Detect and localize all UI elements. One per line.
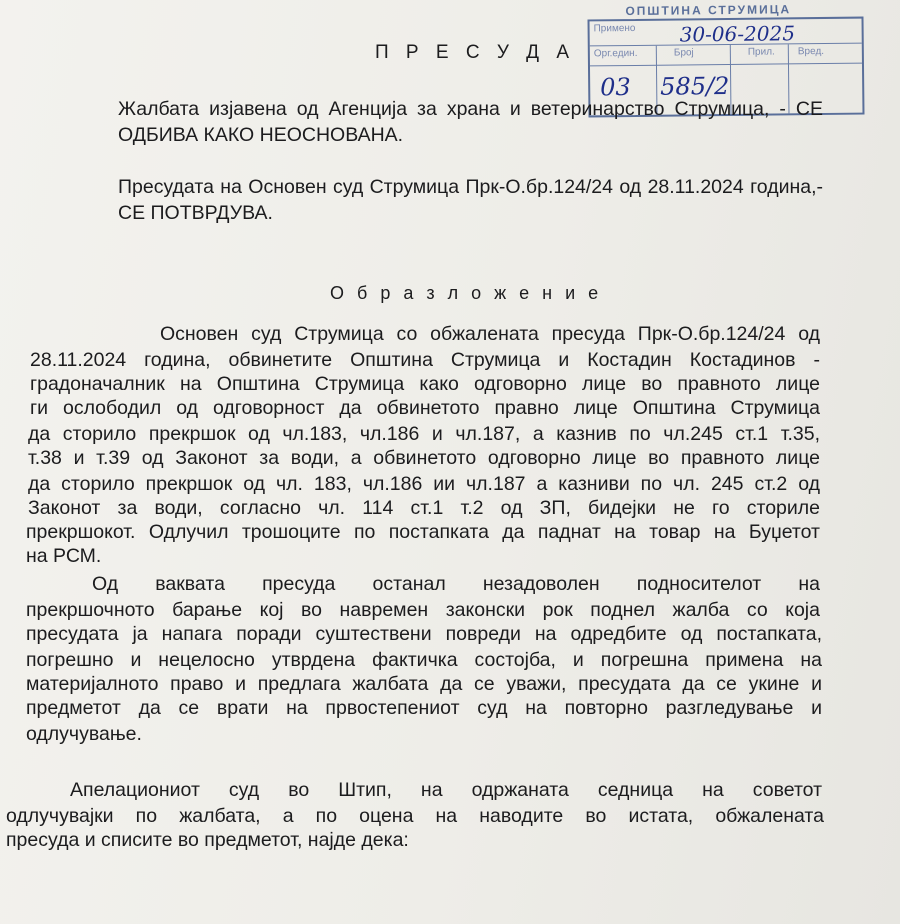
text-line: пресудата ја напага поради суштествени повреди на одредбите од постапката, [26, 623, 822, 645]
text-line: одлучување. [26, 723, 142, 745]
stamp-org-unit-label: Орг.един. [593, 47, 638, 60]
text-line: 28.11.2024 година, обвинетите Општина Струмица и Костадин Костадинов - [30, 349, 820, 371]
text-line: пресуда и списите во предметот, најде дека: [6, 829, 409, 851]
text-line: прекршочното барање кој во навремен законски рок поднел жалба со која [26, 599, 820, 621]
text-line: материјалното право и предлага жалбата да се уважи, пресудата да се укине и [26, 673, 822, 695]
text-line: погрешно и нецелосно утврдена фактичка состојба, и погрешна примена на [26, 649, 822, 671]
document-title: П Р Е С У Д А [375, 42, 576, 63]
stamp-divider [590, 63, 862, 67]
stamp-received-label: Примено [593, 22, 636, 35]
section-heading: О б р а з л о ж е н и е [330, 283, 603, 303]
stamp-header: ОПШТИНА СТРУМИЦА [625, 2, 792, 19]
text-line: ги ослободил од одговорност да обвинетото правно лице Општина Струмица [30, 397, 820, 419]
stamp-value-label: Вред. [797, 45, 825, 58]
stamp-number-value: 585/2 [660, 71, 730, 101]
stamp-received-date: 30-06-2025 [679, 21, 796, 47]
text-line: предметот да се врати на првостепениот суд на повторно разгледување и [26, 697, 822, 719]
ruling-paragraph-2: Пресудата на Основен суд Струмица Прк-О.бр.124/24 од 28.11.2024 година,- СЕ ПОТВРДУВА. [118, 176, 823, 224]
stamp-number-label: Број [673, 47, 694, 59]
text-line: на РСМ. [26, 545, 102, 567]
text-line: т.38 и т.39 од Законот за води, а обвинетото одговорно лице во правното лице [28, 447, 820, 469]
text-line: да сторило прекршок од чл.183, чл.186 и чл.187, а казнив по чл.245 ст.1 т.35, [28, 423, 820, 445]
text-line: Законот за води, согласно чл. 114 ст.1 т.2 од ЗП, бидејки не го сториле [28, 497, 820, 519]
text-line: градоначалник на Општина Струмица како одговорно лице во правното лице [30, 373, 820, 395]
stamp-org-unit-value: 03 [600, 72, 631, 102]
text-line: одлучувајки по жалбата, а по оцена на наводите во истата, обжалената [6, 805, 824, 827]
text-line: Апелациониот суд во Штип, на одржаната седница на советот [70, 779, 822, 801]
text-line: да сторило прекршок од чл. 183, чл.186 ии чл.187 а казниви по чл. 245 ст.2 од [28, 473, 820, 495]
ruling-paragraph-1: Жалбата изјавена од Агенција за храна и ветеринарство Струмица, - СЕ ОДБИВА КАКО НЕОСНОВАНА. [118, 98, 823, 146]
text-line: Основен суд Струмица со обжалената пресуда Прк-О.бр.124/24 од [160, 323, 820, 345]
stamp-attachment-label: Прил. [747, 46, 775, 58]
text-line: Од ваквата пресуда останал незадоволен подносителот на [92, 573, 820, 595]
text-line: прекршокот. Одлучил трошоците по постапката да паднат на товар на Буџетот [26, 521, 820, 543]
